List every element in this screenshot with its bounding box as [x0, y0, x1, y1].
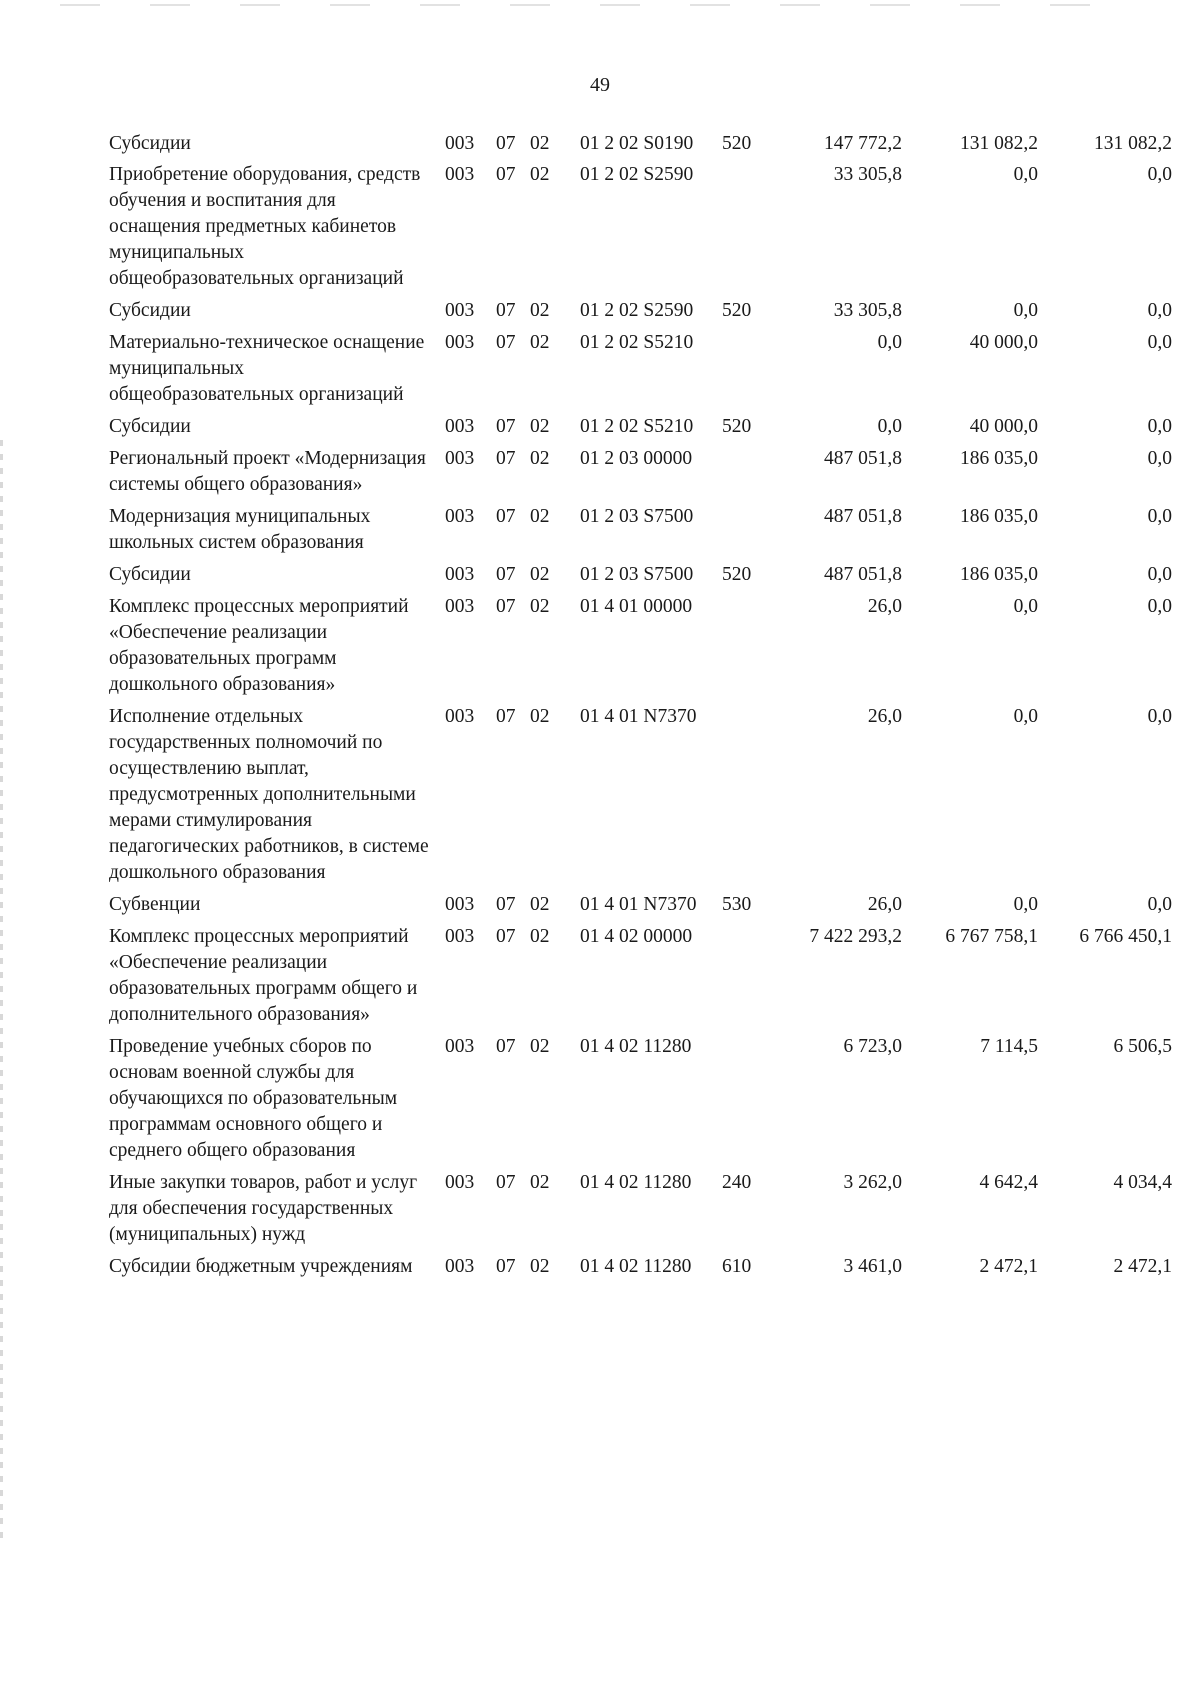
row-name: Субсидии [109, 300, 191, 321]
cell-pr: 02 [530, 448, 550, 469]
cell-pr: 02 [530, 1036, 550, 1057]
row-name: Комплекс процессных мероприятий «Обеспечение реализации образовательных программ общего и дополнительного образования» [109, 926, 418, 1025]
cell-sum-1: 26,0 [867, 894, 902, 915]
cell-csr: 01 2 02 S5210 [580, 416, 694, 437]
cell-pr: 02 [530, 596, 550, 617]
cell-sum-2: 0,0 [1013, 596, 1038, 617]
cell-csr: 01 4 01 00000 [580, 596, 693, 617]
cell-sum-2: 0,0 [1013, 706, 1038, 727]
cell-pr: 02 [530, 1256, 550, 1277]
cell-sum-3: 0,0 [1147, 564, 1172, 585]
cell-csr: 01 2 02 S0190 [580, 133, 694, 154]
table-row [0, 414, 1200, 440]
cell-sum-1: 26,0 [867, 706, 902, 727]
cell-vr: 530 [722, 894, 752, 915]
cell-vr: 520 [722, 416, 752, 437]
table-row [0, 330, 1200, 408]
page-number: 49 [590, 74, 610, 96]
cell-pr: 02 [530, 332, 550, 353]
cell-rz: 07 [496, 706, 516, 727]
cell-rz: 07 [496, 894, 516, 915]
cell-sum-1: 0,0 [877, 332, 902, 353]
cell-sum-3: 131 082,2 [1094, 133, 1172, 154]
row-name: Модернизация муниципальных школьных систем образования [109, 506, 371, 553]
row-name: Субсидии [109, 564, 191, 585]
cell-ved: 003 [445, 300, 475, 321]
table-row [0, 1170, 1200, 1248]
cell-ved: 003 [445, 506, 475, 527]
budget-table [0, 131, 1200, 1286]
cell-sum-2: 186 035,0 [960, 448, 1038, 469]
cell-csr: 01 4 02 11280 [580, 1036, 692, 1057]
cell-rz: 07 [496, 564, 516, 585]
row-name: Субсидии [109, 133, 191, 154]
cell-sum-2: 6 767 758,1 [945, 926, 1038, 947]
table-row [0, 162, 1200, 292]
cell-pr: 02 [530, 300, 550, 321]
cell-sum-1: 0,0 [877, 416, 902, 437]
cell-ved: 003 [445, 564, 475, 585]
cell-csr: 01 4 02 11280 [580, 1172, 692, 1193]
cell-csr: 01 2 03 S7500 [580, 564, 694, 585]
cell-sum-1: 6 723,0 [843, 1036, 902, 1057]
cell-sum-3: 6 506,5 [1113, 1036, 1172, 1057]
cell-sum-2: 0,0 [1013, 300, 1038, 321]
row-name: Субвенции [109, 894, 201, 915]
cell-csr: 01 4 02 11280 [580, 1256, 692, 1277]
cell-sum-1: 3 262,0 [843, 1172, 902, 1193]
row-name: Проведение учебных сборов по основам военной службы для обучающихся по образовательным программам основного общего и среднего общего образования [109, 1036, 398, 1161]
cell-ved: 003 [445, 926, 475, 947]
table-row [0, 131, 1200, 157]
cell-csr: 01 2 02 S2590 [580, 300, 694, 321]
table-row [0, 892, 1200, 918]
cell-csr: 01 2 03 S7500 [580, 506, 694, 527]
cell-ved: 003 [445, 596, 475, 617]
cell-ved: 003 [445, 133, 475, 154]
cell-sum-2: 4 642,4 [979, 1172, 1038, 1193]
cell-rz: 07 [496, 416, 516, 437]
table-row [0, 446, 1200, 498]
cell-sum-1: 487 051,8 [824, 506, 902, 527]
table-row [0, 1254, 1200, 1280]
cell-sum-3: 0,0 [1147, 332, 1172, 353]
cell-sum-1: 487 051,8 [824, 448, 902, 469]
table-row [0, 504, 1200, 556]
cell-sum-3: 4 034,4 [1113, 1172, 1172, 1193]
row-name: Материально-техническое оснащение муниципальных общеобразовательных организаций [109, 332, 425, 405]
cell-ved: 003 [445, 894, 475, 915]
cell-csr: 01 2 03 00000 [580, 448, 693, 469]
cell-sum-2: 186 035,0 [960, 506, 1038, 527]
cell-rz: 07 [496, 300, 516, 321]
table-row [0, 704, 1200, 886]
cell-sum-1: 26,0 [867, 596, 902, 617]
cell-sum-1: 33 305,8 [833, 164, 902, 185]
cell-sum-3: 2 472,1 [1113, 1256, 1172, 1277]
cell-sum-3: 0,0 [1147, 506, 1172, 527]
cell-ved: 003 [445, 1036, 475, 1057]
cell-csr: 01 4 02 00000 [580, 926, 693, 947]
cell-sum-3: 0,0 [1147, 596, 1172, 617]
cell-rz: 07 [496, 1172, 516, 1193]
cell-sum-3: 0,0 [1147, 706, 1172, 727]
cell-ved: 003 [445, 164, 475, 185]
table-row [0, 562, 1200, 588]
cell-csr: 01 2 02 S2590 [580, 164, 694, 185]
cell-csr: 01 2 02 S5210 [580, 332, 694, 353]
cell-sum-1: 3 461,0 [843, 1256, 902, 1277]
cell-sum-3: 0,0 [1147, 894, 1172, 915]
cell-csr: 01 4 01 N7370 [580, 894, 697, 915]
cell-sum-2: 0,0 [1013, 894, 1038, 915]
cell-sum-2: 0,0 [1013, 164, 1038, 185]
cell-sum-1: 33 305,8 [833, 300, 902, 321]
table-row [0, 594, 1200, 698]
cell-vr: 240 [722, 1172, 752, 1193]
cell-sum-2: 40 000,0 [969, 332, 1038, 353]
cell-pr: 02 [530, 164, 550, 185]
cell-pr: 02 [530, 564, 550, 585]
cell-rz: 07 [496, 596, 516, 617]
table-row [0, 298, 1200, 324]
cell-sum-3: 0,0 [1147, 300, 1172, 321]
cell-sum-2: 131 082,2 [960, 133, 1038, 154]
cell-rz: 07 [496, 448, 516, 469]
cell-ved: 003 [445, 1256, 475, 1277]
cell-sum-2: 186 035,0 [960, 564, 1038, 585]
cell-vr: 520 [722, 300, 752, 321]
row-name: Субсидии [109, 416, 191, 437]
cell-ved: 003 [445, 706, 475, 727]
cell-rz: 07 [496, 1256, 516, 1277]
cell-rz: 07 [496, 332, 516, 353]
cell-pr: 02 [530, 706, 550, 727]
cell-vr: 520 [722, 133, 752, 154]
cell-rz: 07 [496, 506, 516, 527]
cell-sum-1: 7 422 293,2 [809, 926, 902, 947]
cell-ved: 003 [445, 448, 475, 469]
row-name: Комплекс процессных мероприятий «Обеспечение реализации образовательных программ дошкольного образования» [109, 596, 409, 695]
cell-rz: 07 [496, 164, 516, 185]
cell-sum-1: 487 051,8 [824, 564, 902, 585]
cell-pr: 02 [530, 926, 550, 947]
cell-rz: 07 [496, 133, 516, 154]
row-name: Субсидии бюджетным учреждениям [109, 1256, 413, 1277]
row-name: Иные закупки товаров, работ и услуг для обеспечения государственных (муниципальных) нужд [109, 1172, 418, 1245]
cell-csr: 01 4 01 N7370 [580, 706, 697, 727]
cell-sum-2: 40 000,0 [969, 416, 1038, 437]
table-row [0, 924, 1200, 1028]
row-name: Региональный проект «Модернизация системы общего образования» [109, 448, 426, 495]
cell-vr: 520 [722, 564, 752, 585]
cell-sum-1: 147 772,2 [824, 133, 902, 154]
cell-pr: 02 [530, 416, 550, 437]
cell-sum-3: 0,0 [1147, 448, 1172, 469]
cell-pr: 02 [530, 133, 550, 154]
cell-sum-3: 0,0 [1147, 416, 1172, 437]
cell-pr: 02 [530, 1172, 550, 1193]
scan-top-edge [60, 4, 1140, 6]
cell-vr: 610 [722, 1256, 752, 1277]
cell-pr: 02 [530, 506, 550, 527]
cell-pr: 02 [530, 894, 550, 915]
row-name: Исполнение отдельных государственных полномочий по осуществлению выплат, предусмотренных дополнительными мерами стимулирования педагогических работников, в системе дошкольного образования [109, 706, 429, 883]
cell-ved: 003 [445, 416, 475, 437]
cell-sum-3: 6 766 450,1 [1079, 926, 1172, 947]
cell-sum-3: 0,0 [1147, 164, 1172, 185]
cell-rz: 07 [496, 1036, 516, 1057]
row-name: Приобретение оборудования, средств обучения и воспитания для оснащения предметных кабинетов муниципальных общеобразовательных организаций [109, 164, 421, 289]
cell-rz: 07 [496, 926, 516, 947]
cell-ved: 003 [445, 332, 475, 353]
cell-sum-2: 2 472,1 [979, 1256, 1038, 1277]
table-row [0, 1034, 1200, 1164]
cell-sum-2: 7 114,5 [980, 1036, 1038, 1057]
cell-ved: 003 [445, 1172, 475, 1193]
